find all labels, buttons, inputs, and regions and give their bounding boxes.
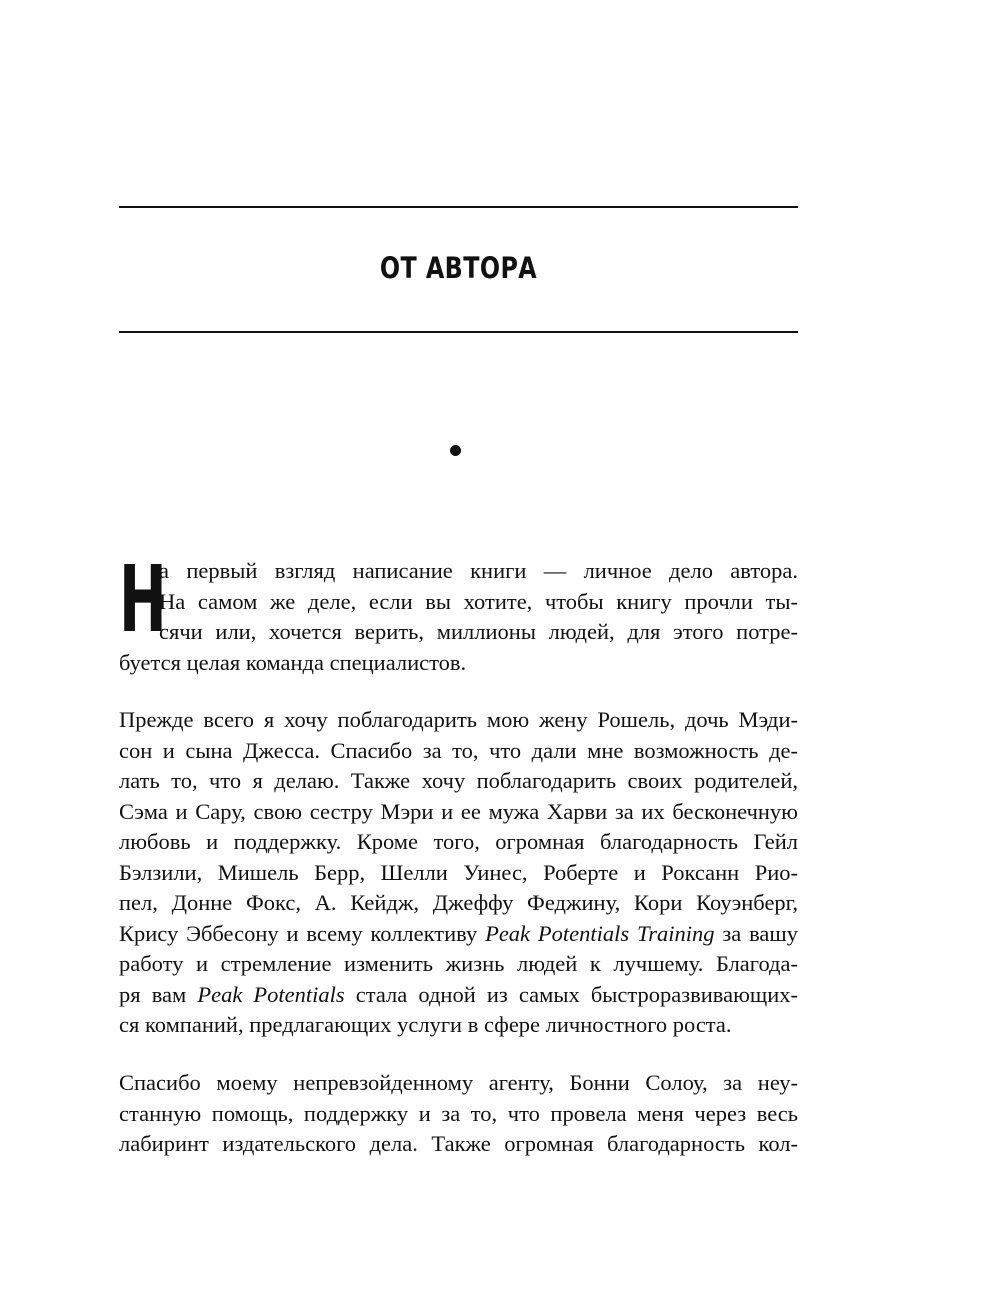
text-line: ся компаний, предлагающих услуги в сфере личностного роста. bbox=[119, 1012, 732, 1037]
text-line: сячи или, хочется верить, миллионы людей, для этого потре- bbox=[159, 619, 798, 644]
paragraph-intro bbox=[119, 546, 798, 678]
paragraph-acknowledgements bbox=[119, 705, 798, 1041]
chapter-heading: ОТ АВТОРА bbox=[379, 251, 538, 285]
top-rule bbox=[119, 206, 798, 208]
text-line: лать то, что я делаю. Также хочу поблагодарить своих родителей, bbox=[119, 768, 798, 793]
text-line: Спасибо моему непревзойденному агенту, Бонни Солоу, за неу- bbox=[119, 1070, 798, 1095]
text-line: Прежде всего я хочу поблагодарить мою жену Рошель, дочь Мэди- bbox=[119, 707, 798, 732]
text-line-mixed bbox=[119, 919, 798, 950]
text-line: а первый взгляд написание книги — личное дело автора. bbox=[159, 558, 798, 583]
bottom-rule bbox=[119, 331, 798, 333]
text-segment: Крису Эббесону и всему коллективу bbox=[119, 920, 486, 946]
text-segment: за вашу bbox=[714, 920, 798, 946]
text-line: станную помощь, поддержку и за то, что провела меня через весь bbox=[119, 1100, 798, 1126]
text-line: Сэма и Сару, свою сестру Мэри и ее мужа Харви за их бесконечную bbox=[119, 798, 798, 824]
bullet-ornament-icon bbox=[450, 445, 461, 456]
text-line: сон и сына Джесса. Спасибо за то, что дали мне возможность де- bbox=[119, 737, 798, 763]
text-line: лабиринт издательского дела. Также огромная благодарность кол- bbox=[119, 1131, 798, 1156]
text-line: буется целая команда специалистов. bbox=[119, 649, 467, 675]
drop-cap: Н bbox=[119, 546, 167, 653]
text-line: На самом же деле, если вы хотите, чтобы книгу прочли ты- bbox=[159, 588, 798, 614]
text-line: любовь и поддержку. Кроме того, огромная благодарность Гейл bbox=[119, 829, 798, 854]
text-segment: ря вам bbox=[119, 981, 198, 1007]
company-name: Peak Potentials bbox=[197, 981, 345, 1007]
text-line: Бэлзили, Мишель Берр, Шелли Уинес, Роберте и Роксанн Рио- bbox=[119, 859, 798, 885]
text-line-mixed bbox=[119, 980, 798, 1011]
text-segment: стала одной из самых быстроразвивающих- bbox=[344, 981, 798, 1007]
text-line: пел, Донне Фокс, А. Кейдж, Джеффу Феджину, Кори Коуэнберг, bbox=[119, 890, 798, 915]
company-name: Peak Potentials Training bbox=[485, 920, 715, 946]
text-line: работу и стремление изменить жизнь людей к лучшему. Благода- bbox=[119, 951, 798, 976]
paragraph-agent bbox=[119, 1068, 798, 1160]
